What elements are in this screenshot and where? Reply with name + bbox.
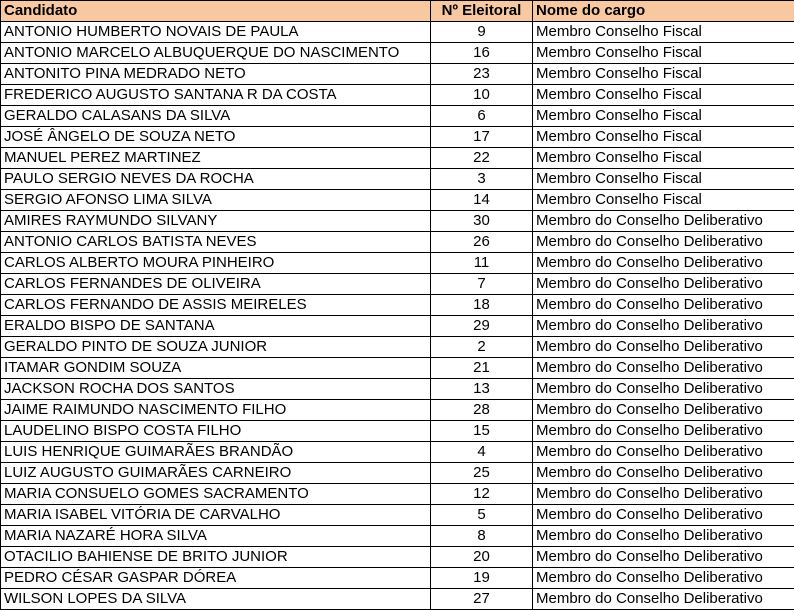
- cell-nome-do-cargo: Membro do Conselho Deliberativo: [533, 358, 794, 379]
- cell-nome-do-cargo: Membro do Conselho Deliberativo: [533, 442, 794, 463]
- table-row: [1, 169, 794, 190]
- cell-nome-do-cargo: Membro do Conselho Deliberativo: [533, 589, 794, 610]
- header-numero-eleitoral: Nº Eleitoral: [431, 1, 533, 22]
- table-row: [1, 274, 794, 295]
- table-row: [1, 127, 794, 148]
- cell-numero-eleitoral: 14: [431, 190, 533, 211]
- cell-candidato: OTACILIO BAHIENSE DE BRITO JUNIOR: [1, 547, 431, 568]
- cell-candidato: JOSÉ ÂNGELO DE SOUZA NETO: [1, 127, 431, 148]
- cell-numero-eleitoral: 17: [431, 127, 533, 148]
- table-row: [1, 43, 794, 64]
- cell-candidato: MARIA NAZARÉ HORA SILVA: [1, 526, 431, 547]
- cell-nome-do-cargo: Membro do Conselho Deliberativo: [533, 316, 794, 337]
- cell-candidato: ANTONIO HUMBERTO NOVAIS DE PAULA: [1, 22, 431, 43]
- cell-nome-do-cargo: Membro do Conselho Deliberativo: [533, 526, 794, 547]
- cell-numero-eleitoral: 29: [431, 316, 533, 337]
- cell-candidato: LAUDELINO BISPO COSTA FILHO: [1, 421, 431, 442]
- cell-candidato: MARIA ISABEL VITÓRIA DE CARVALHO: [1, 505, 431, 526]
- cell-candidato: ANTONITO PINA MEDRADO NETO: [1, 64, 431, 85]
- cell-nome-do-cargo: Membro Conselho Fiscal: [533, 43, 794, 64]
- cell-nome-do-cargo: Membro do Conselho Deliberativo: [533, 274, 794, 295]
- table-row: [1, 148, 794, 169]
- cell-nome-do-cargo: Membro Conselho Fiscal: [533, 64, 794, 85]
- table-row: [1, 463, 794, 484]
- cell-numero-eleitoral: 16: [431, 43, 533, 64]
- table-row: [1, 505, 794, 526]
- cell-candidato: CARLOS ALBERTO MOURA PINHEIRO: [1, 253, 431, 274]
- cell-numero-eleitoral: 28: [431, 400, 533, 421]
- cell-candidato: ANTONIO MARCELO ALBUQUERQUE DO NASCIMENTO: [1, 43, 431, 64]
- header-row: [1, 1, 794, 22]
- table-row: [1, 484, 794, 505]
- table-row: [1, 85, 794, 106]
- table-row: [1, 421, 794, 442]
- cell-nome-do-cargo: Membro do Conselho Deliberativo: [533, 484, 794, 505]
- cell-nome-do-cargo: Membro do Conselho Deliberativo: [533, 295, 794, 316]
- table-row: [1, 379, 794, 400]
- cell-candidato: MARIA CONSUELO GOMES SACRAMENTO: [1, 484, 431, 505]
- cell-nome-do-cargo: Membro Conselho Fiscal: [533, 190, 794, 211]
- cell-candidato: GERALDO CALASANS DA SILVA: [1, 106, 431, 127]
- cell-candidato: PEDRO CÉSAR GASPAR DÓREA: [1, 568, 431, 589]
- cell-numero-eleitoral: 18: [431, 295, 533, 316]
- table-row: [1, 547, 794, 568]
- cell-candidato: MANUEL PEREZ MARTINEZ: [1, 148, 431, 169]
- cell-candidato: CARLOS FERNANDO DE ASSIS MEIRELES: [1, 295, 431, 316]
- cell-nome-do-cargo: Membro Conselho Fiscal: [533, 127, 794, 148]
- table-row: [1, 64, 794, 85]
- cell-numero-eleitoral: 25: [431, 463, 533, 484]
- cell-numero-eleitoral: 9: [431, 22, 533, 43]
- cell-nome-do-cargo: Membro Conselho Fiscal: [533, 85, 794, 106]
- cell-nome-do-cargo: Membro Conselho Fiscal: [533, 22, 794, 43]
- table-header: [1, 1, 794, 22]
- cell-numero-eleitoral: 23: [431, 64, 533, 85]
- table-row: [1, 190, 794, 211]
- cell-numero-eleitoral: 3: [431, 169, 533, 190]
- cell-candidato: ANTONIO CARLOS BATISTA NEVES: [1, 232, 431, 253]
- table-row: [1, 568, 794, 589]
- cell-nome-do-cargo: Membro do Conselho Deliberativo: [533, 253, 794, 274]
- cell-candidato: GERALDO PINTO DE SOUZA JUNIOR: [1, 337, 431, 358]
- cell-nome-do-cargo: Membro do Conselho Deliberativo: [533, 568, 794, 589]
- cell-numero-eleitoral: 19: [431, 568, 533, 589]
- table-row: [1, 400, 794, 421]
- table-row: [1, 526, 794, 547]
- cell-nome-do-cargo: Membro do Conselho Deliberativo: [533, 463, 794, 484]
- cell-candidato: CARLOS FERNANDES DE OLIVEIRA: [1, 274, 431, 295]
- table-row: [1, 295, 794, 316]
- cell-numero-eleitoral: 21: [431, 358, 533, 379]
- cell-numero-eleitoral: 2: [431, 337, 533, 358]
- cell-nome-do-cargo: Membro Conselho Fiscal: [533, 148, 794, 169]
- cell-candidato: ITAMAR GONDIM SOUZA: [1, 358, 431, 379]
- cell-candidato: FREDERICO AUGUSTO SANTANA R DA COSTA: [1, 85, 431, 106]
- cell-candidato: SERGIO AFONSO LIMA SILVA: [1, 190, 431, 211]
- cell-nome-do-cargo: Membro do Conselho Deliberativo: [533, 232, 794, 253]
- table-row: [1, 22, 794, 43]
- table-row: [1, 106, 794, 127]
- table-row: [1, 211, 794, 232]
- cell-candidato: JAIME RAIMUNDO NASCIMENTO FILHO: [1, 400, 431, 421]
- table-row: [1, 232, 794, 253]
- table-row: [1, 316, 794, 337]
- table-row: [1, 358, 794, 379]
- cell-nome-do-cargo: Membro do Conselho Deliberativo: [533, 421, 794, 442]
- cell-numero-eleitoral: 6: [431, 106, 533, 127]
- cell-numero-eleitoral: 26: [431, 232, 533, 253]
- table-row: [1, 589, 794, 610]
- cell-nome-do-cargo: Membro do Conselho Deliberativo: [533, 337, 794, 358]
- cell-numero-eleitoral: 5: [431, 505, 533, 526]
- cell-numero-eleitoral: 7: [431, 274, 533, 295]
- table-row: [1, 337, 794, 358]
- cell-numero-eleitoral: 8: [431, 526, 533, 547]
- cell-numero-eleitoral: 15: [431, 421, 533, 442]
- header-candidato: Candidato: [1, 1, 431, 22]
- cell-numero-eleitoral: 20: [431, 547, 533, 568]
- cell-numero-eleitoral: 4: [431, 442, 533, 463]
- cell-numero-eleitoral: 27: [431, 589, 533, 610]
- cell-numero-eleitoral: 12: [431, 484, 533, 505]
- cell-numero-eleitoral: 22: [431, 148, 533, 169]
- cell-candidato: LUIS HENRIQUE GUIMARÃES BRANDÃO: [1, 442, 431, 463]
- cell-numero-eleitoral: 13: [431, 379, 533, 400]
- cell-numero-eleitoral: 10: [431, 85, 533, 106]
- cell-candidato: AMIRES RAYMUNDO SILVANY: [1, 211, 431, 232]
- cell-nome-do-cargo: Membro do Conselho Deliberativo: [533, 211, 794, 232]
- cell-candidato: ERALDO BISPO DE SANTANA: [1, 316, 431, 337]
- cell-nome-do-cargo: Membro Conselho Fiscal: [533, 169, 794, 190]
- cell-nome-do-cargo: Membro do Conselho Deliberativo: [533, 379, 794, 400]
- cell-candidato: JACKSON ROCHA DOS SANTOS: [1, 379, 431, 400]
- cell-numero-eleitoral: 11: [431, 253, 533, 274]
- table-row: [1, 253, 794, 274]
- cell-nome-do-cargo: Membro Conselho Fiscal: [533, 106, 794, 127]
- cell-numero-eleitoral: 30: [431, 211, 533, 232]
- cell-candidato: PAULO SERGIO NEVES DA ROCHA: [1, 169, 431, 190]
- cell-candidato: WILSON LOPES DA SILVA: [1, 589, 431, 610]
- header-nome-do-cargo: Nome do cargo: [533, 1, 794, 22]
- cell-nome-do-cargo: Membro do Conselho Deliberativo: [533, 505, 794, 526]
- cell-nome-do-cargo: Membro do Conselho Deliberativo: [533, 400, 794, 421]
- table-body: [1, 22, 794, 610]
- cell-candidato: LUIZ AUGUSTO GUIMARÃES CARNEIRO: [1, 463, 431, 484]
- table-row: [1, 442, 794, 463]
- cell-nome-do-cargo: Membro do Conselho Deliberativo: [533, 547, 794, 568]
